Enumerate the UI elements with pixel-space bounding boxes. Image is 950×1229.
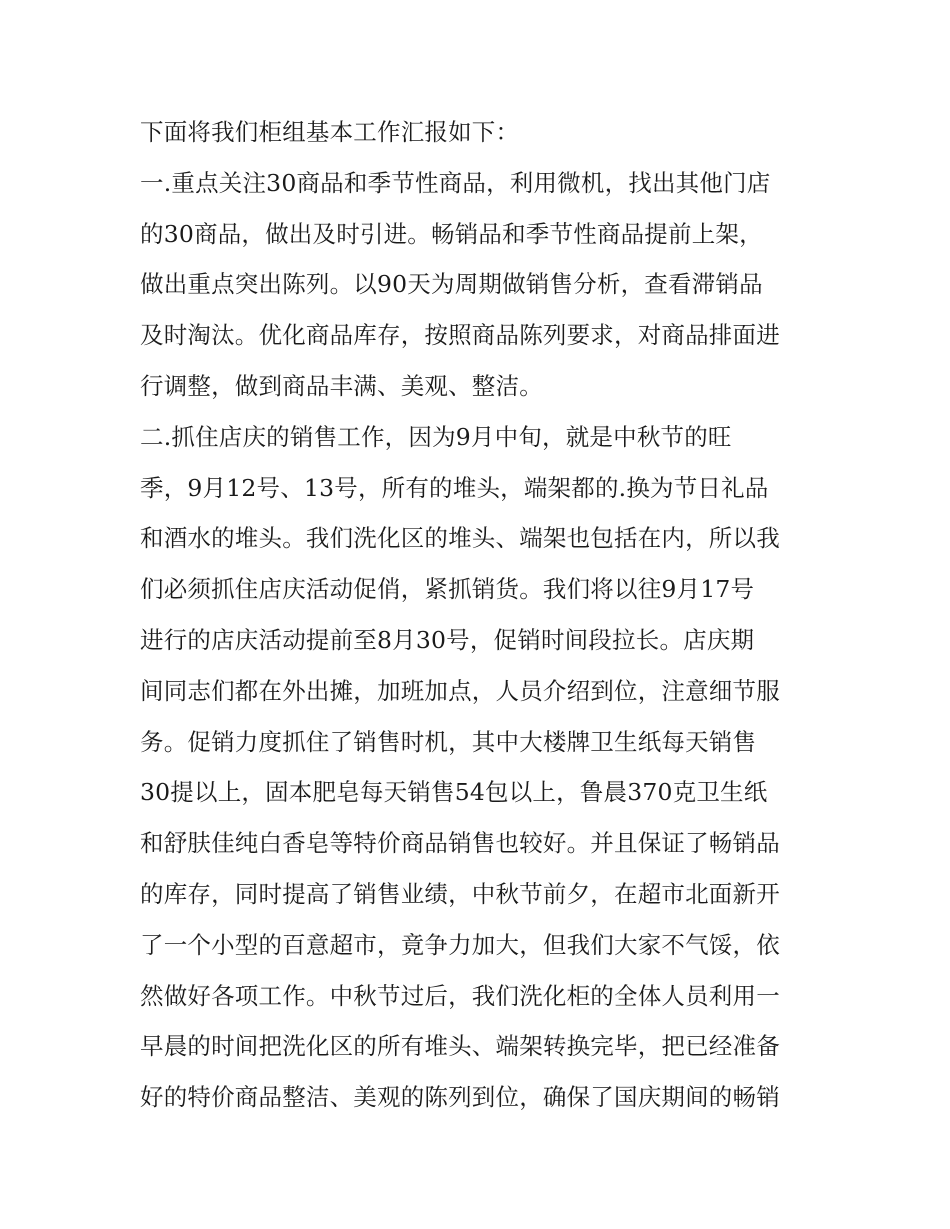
- text-line: 二.抓住店庆的销售工作，因为9月中旬，就是中秋节的旺: [140, 422, 732, 451]
- text-line: 做出重点突出陈列。以90天为周期做销售分析，查看滞销品: [140, 270, 763, 299]
- text-line: 好的特价商品整洁、美观的陈列到位，确保了国庆期间的畅销: [140, 1083, 780, 1112]
- text-line: 早晨的时间把洗化区的所有堆头、端架转换完毕，把已经准备: [140, 1032, 780, 1061]
- text-line: 的30商品，做出及时引进。畅销品和季节性商品提前上架，: [140, 219, 763, 248]
- text-line: 下面将我们柜组基本工作汇报如下：: [140, 118, 520, 146]
- text-line: 了一个小型的百意超市，竟争力加大，但我们大家不气馁，依: [140, 930, 780, 959]
- text-line: 季，9月12号、13号，所有的堆头，端架都的.换为节日礼品: [140, 473, 769, 502]
- document-body: [140, 107, 820, 1123]
- text-line: 进行的店庆活动提前至8月30号，促销时间段拉长。店庆期: [140, 625, 755, 654]
- text-line: 行调整，做到商品丰满、美观、整洁。: [140, 371, 543, 400]
- text-line: 的库存，同时提高了销售业绩，中秋节前夕，在超市北面新开: [140, 879, 780, 908]
- text-line: 及时淘汰。优化商品库存，按照商品陈列要求，对商品排面进: [140, 321, 780, 350]
- text-line: 和舒肤佳纯白香皂等特价商品销售也较好。并且保证了畅销品: [140, 829, 780, 858]
- text-line: 和酒水的堆头。我们洗化区的堆头、端架也包括在内，所以我: [140, 524, 780, 553]
- text-line: 然做好各项工作。中秋节过后，我们洗化柜的全体人员利用一: [140, 981, 780, 1010]
- text-line: 一.重点关注30商品和季节性商品，利用微机，找出其他门店: [140, 168, 771, 197]
- text-line: 们必须抓住店庆活动促俏，紧抓销货。我们将以往9月17号: [140, 575, 755, 604]
- text-line: 务。促销力度抓住了销售时机，其中大楼牌卫生纸每天销售: [140, 727, 757, 756]
- text-line: 间同志们都在外出摊，加班加点，人员介绍到位，注意细节服: [140, 676, 780, 705]
- text-line: 30提以上，固本肥皂每天销售54包以上，鲁晨370克卫生纸: [140, 778, 768, 807]
